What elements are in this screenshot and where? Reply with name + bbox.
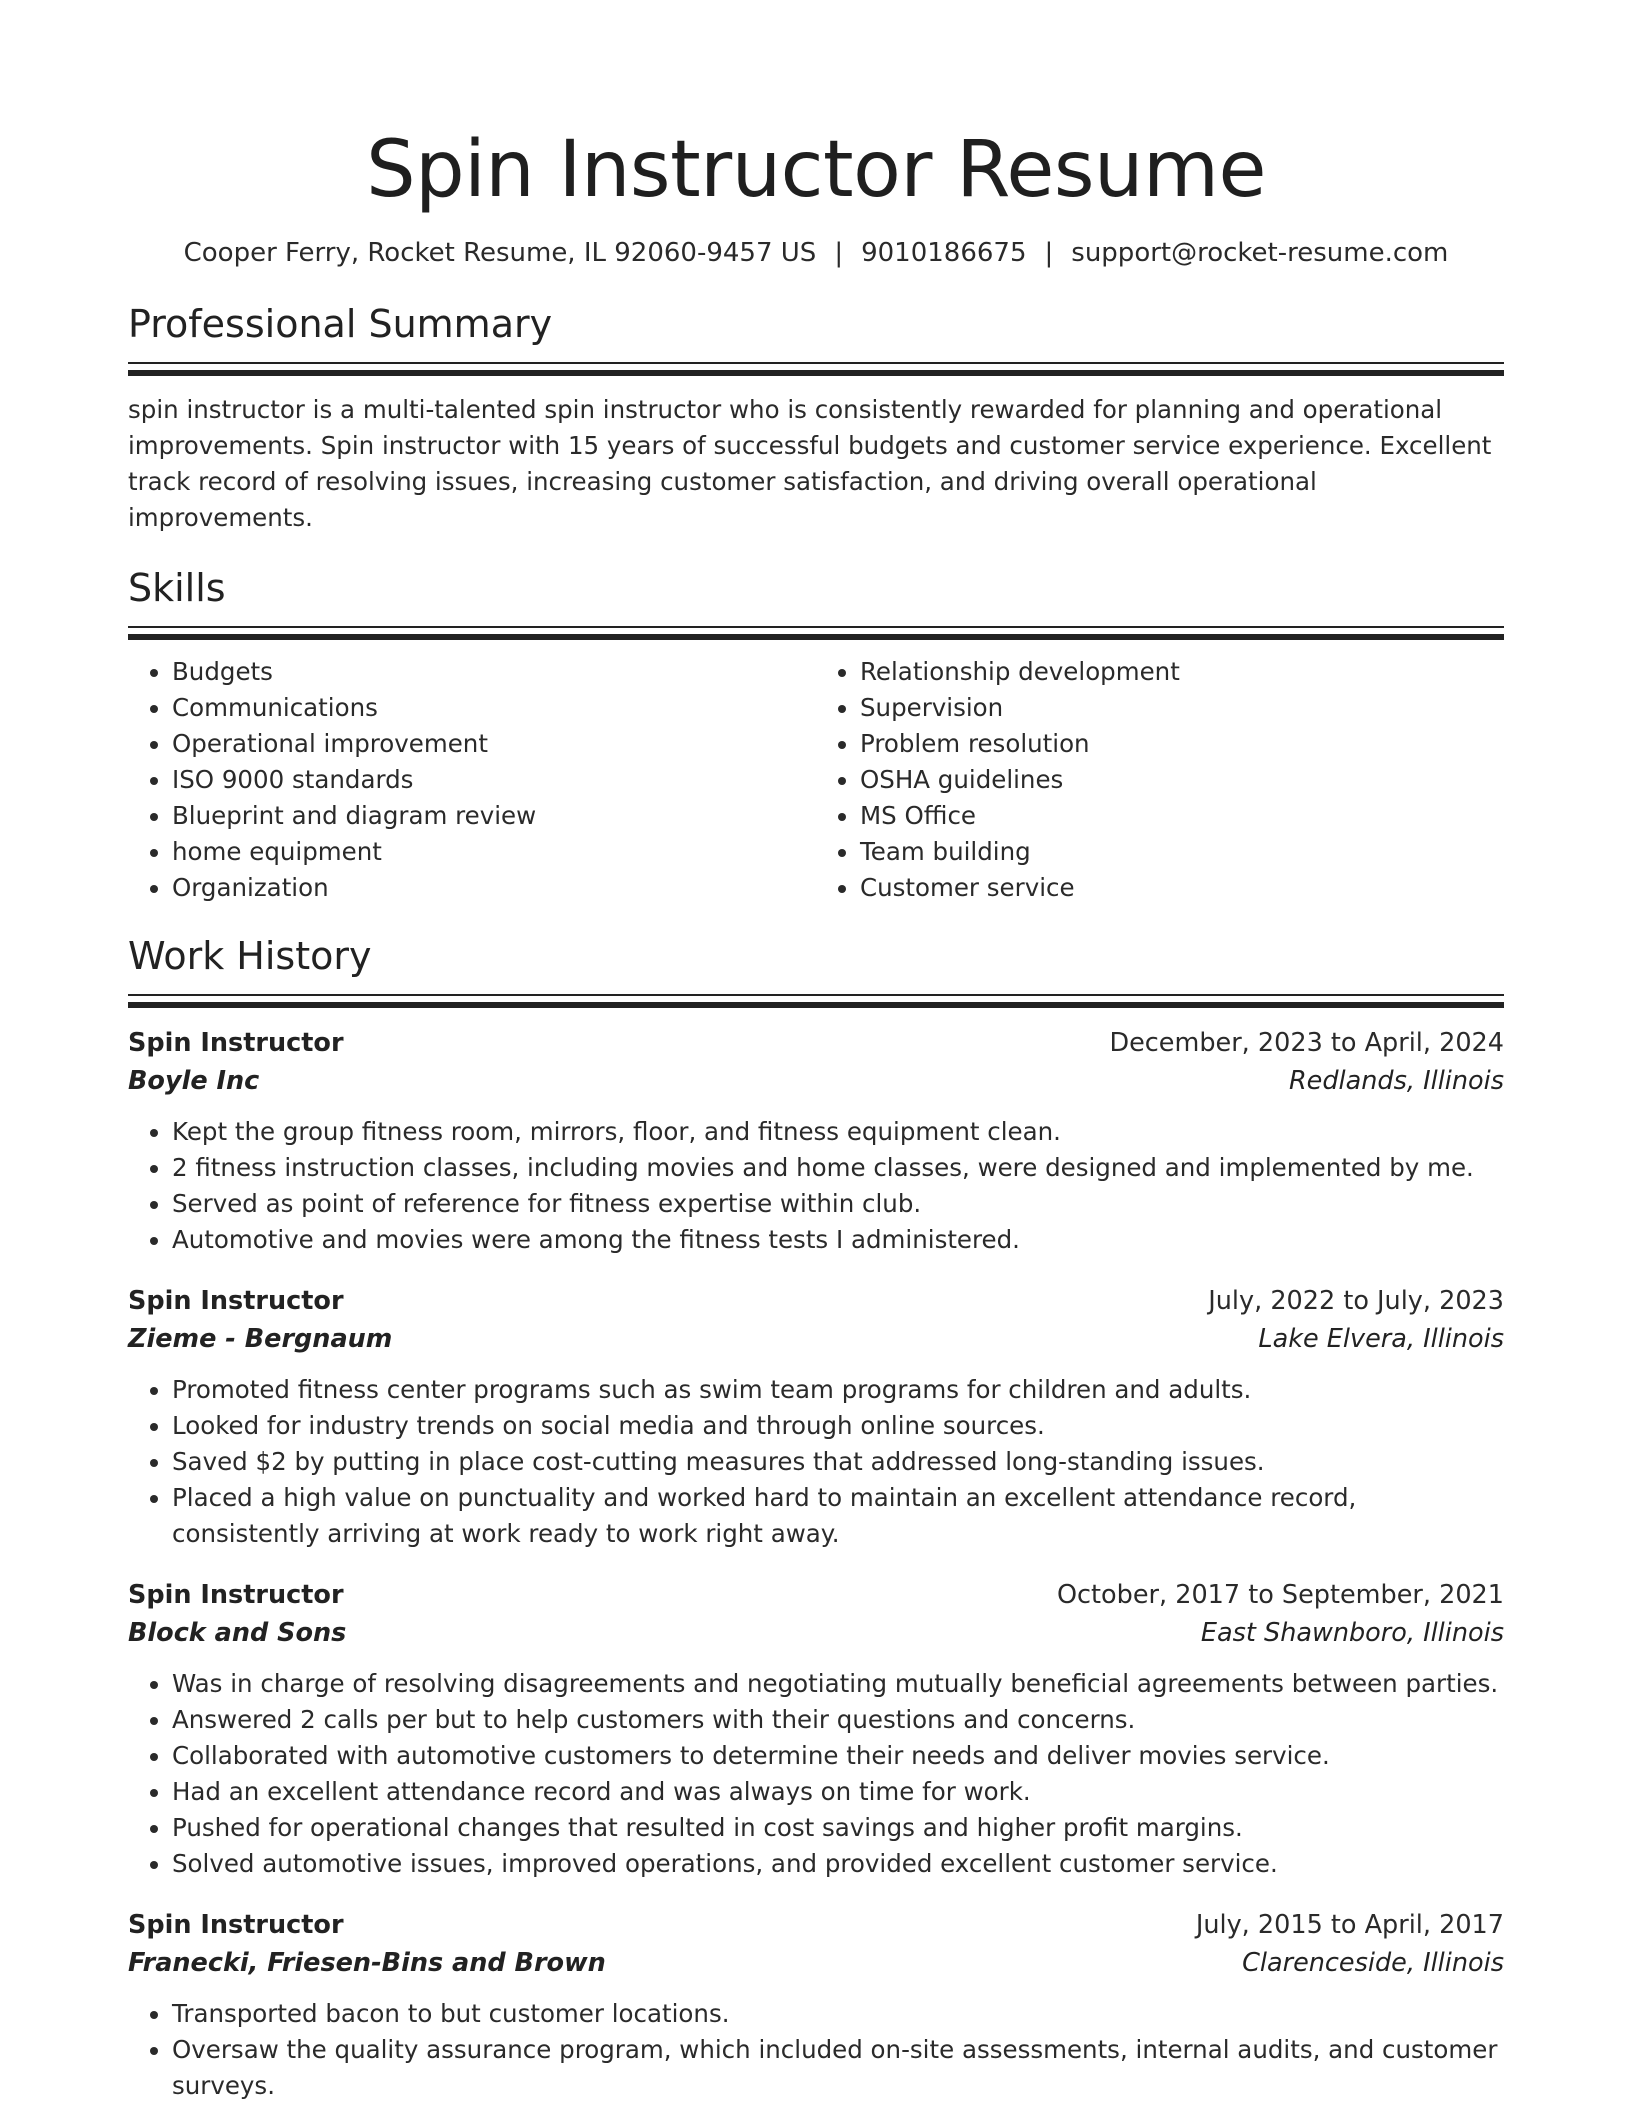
job-title: Spin Instructor	[128, 1580, 344, 1610]
skill-item: • MS Office	[860, 798, 1504, 834]
job-dates: October, 2017 to September, 2021	[1056, 1580, 1504, 1610]
resume-title: Spin Instructor Resume	[366, 125, 1266, 215]
job-company: Block and Sons	[128, 1618, 347, 1648]
skills-column-right	[816, 654, 1504, 906]
job-entry	[128, 1576, 1504, 1882]
contact-separator: |	[1044, 238, 1054, 268]
section-divider	[128, 994, 1504, 1008]
job-title: Spin Instructor	[128, 1286, 344, 1316]
duty-item: • Oversaw the quality assurance program, which included on-site assessments, internal audits, and customer surveys.	[172, 2032, 1504, 2104]
skill-item: • Supervision	[860, 690, 1504, 726]
contact-phone: 9010186675	[861, 238, 1027, 268]
skills-section	[128, 564, 1504, 906]
job-header	[128, 1282, 1504, 1320]
skill-item: • home equipment	[172, 834, 816, 870]
skill-item: • Customer service	[860, 870, 1504, 906]
work-history-section	[128, 932, 1504, 2104]
duty-item: • Automotive and movies were among the fitness tests I administered.	[172, 1222, 1504, 1258]
duty-item: • Saved $2 by putting in place cost-cutting measures that addressed long-standing issues.	[172, 1444, 1504, 1480]
skill-item: • Team building	[860, 834, 1504, 870]
duty-item: • Answered 2 calls per but to help customers with their questions and concerns.	[172, 1702, 1504, 1738]
contact-line	[128, 236, 1504, 270]
skill-item: • Budgets	[172, 654, 816, 690]
contact-address: Cooper Ferry, Rocket Resume, IL 92060-9457 US	[183, 238, 817, 268]
skills-list	[128, 654, 1504, 906]
duty-item: • Was in charge of resolving disagreements and negotiating mutually beneficial agreements between parties.	[172, 1666, 1504, 1702]
duty-item: • Had an excellent attendance record and was always on time for work.	[172, 1774, 1504, 1810]
job-header	[128, 1024, 1504, 1062]
job-dates: July, 2015 to April, 2017	[1195, 1910, 1504, 1940]
duty-item: • Solved automotive issues, improved operations, and provided excellent customer service.	[172, 1846, 1504, 1882]
duty-item: • Pushed for operational changes that resulted in cost savings and higher profit margins.	[172, 1810, 1504, 1846]
section-divider	[128, 626, 1504, 640]
skill-item: • Organization	[172, 870, 816, 906]
duty-item: • Served as point of reference for fitness expertise within club.	[172, 1186, 1504, 1222]
job-duties	[128, 1372, 1504, 1552]
job-entry	[128, 1906, 1504, 2104]
job-subheader	[128, 1614, 1504, 1652]
job-dates: July, 2022 to July, 2023	[1208, 1286, 1504, 1316]
resume-page	[128, 0, 1504, 2104]
duty-item: • Kept the group fitness room, mirrors, floor, and fitness equipment clean.	[172, 1114, 1504, 1150]
skill-item: • Operational improvement	[172, 726, 816, 762]
job-subheader	[128, 1320, 1504, 1358]
job-header	[128, 1576, 1504, 1614]
summary-section	[128, 300, 1504, 536]
job-duties	[128, 1996, 1504, 2104]
job-location: Redlands, Illinois	[1288, 1066, 1504, 1096]
job-company: Boyle Inc	[128, 1066, 260, 1096]
job-duties	[128, 1114, 1504, 1258]
job-subheader	[128, 1062, 1504, 1100]
summary-text: spin instructor is a multi-talented spin instructor who is consistently rewarded for planning and operational improvements. Spin instructor with 15 years of successful budgets and customer service experience. Excellent track record of resolving issues, increasing customer satisfaction, and driving overall operational improvements.	[128, 395, 1492, 532]
duty-item: • Collaborated with automotive customers to determine their needs and deliver movies service.	[172, 1738, 1504, 1774]
job-entry	[128, 1024, 1504, 1258]
job-location: Lake Elvera, Illinois	[1258, 1324, 1504, 1354]
skill-item: • Communications	[172, 690, 816, 726]
job-header	[128, 1906, 1504, 1944]
duty-item: • 2 fitness instruction classes, including movies and home classes, were designed and implemented by me.	[172, 1150, 1504, 1186]
job-title: Spin Instructor	[128, 1028, 344, 1058]
skill-item: • Relationship development	[860, 654, 1504, 690]
job-location: Clarenceside, Illinois	[1242, 1948, 1504, 1978]
skill-item: • ISO 9000 standards	[172, 762, 816, 798]
skill-item: • Blueprint and diagram review	[172, 798, 816, 834]
job-company: Zieme - Bergnaum	[128, 1324, 393, 1354]
section-heading-skills: Skills	[128, 566, 226, 610]
duty-item: • Transported bacon to but customer locations.	[172, 1996, 1504, 2032]
duty-item: • Placed a high value on punctuality and worked hard to maintain an excellent attendance record, consistently arriving at work ready to work right away.	[172, 1480, 1504, 1552]
job-subheader	[128, 1944, 1504, 1982]
section-heading-summary: Professional Summary	[128, 302, 553, 346]
section-divider	[128, 362, 1504, 376]
job-company: Franecki, Friesen-Bins and Brown	[128, 1948, 606, 1978]
skill-item: • Problem resolution	[860, 726, 1504, 762]
job-entry	[128, 1282, 1504, 1552]
skill-item: • OSHA guidelines	[860, 762, 1504, 798]
section-heading-work-history: Work History	[128, 934, 372, 978]
job-location: East Shawnboro, Illinois	[1200, 1618, 1504, 1648]
job-title: Spin Instructor	[128, 1910, 344, 1940]
skills-column-left	[128, 654, 816, 906]
contact-separator: |	[834, 238, 844, 268]
duty-item: • Promoted fitness center programs such as swim team programs for children and adults.	[172, 1372, 1504, 1408]
contact-email[interactable]: support@rocket-resume.com	[1071, 238, 1449, 268]
job-dates: December, 2023 to April, 2024	[1109, 1028, 1504, 1058]
job-duties	[128, 1666, 1504, 1882]
duty-item: • Looked for industry trends on social media and through online sources.	[172, 1408, 1504, 1444]
